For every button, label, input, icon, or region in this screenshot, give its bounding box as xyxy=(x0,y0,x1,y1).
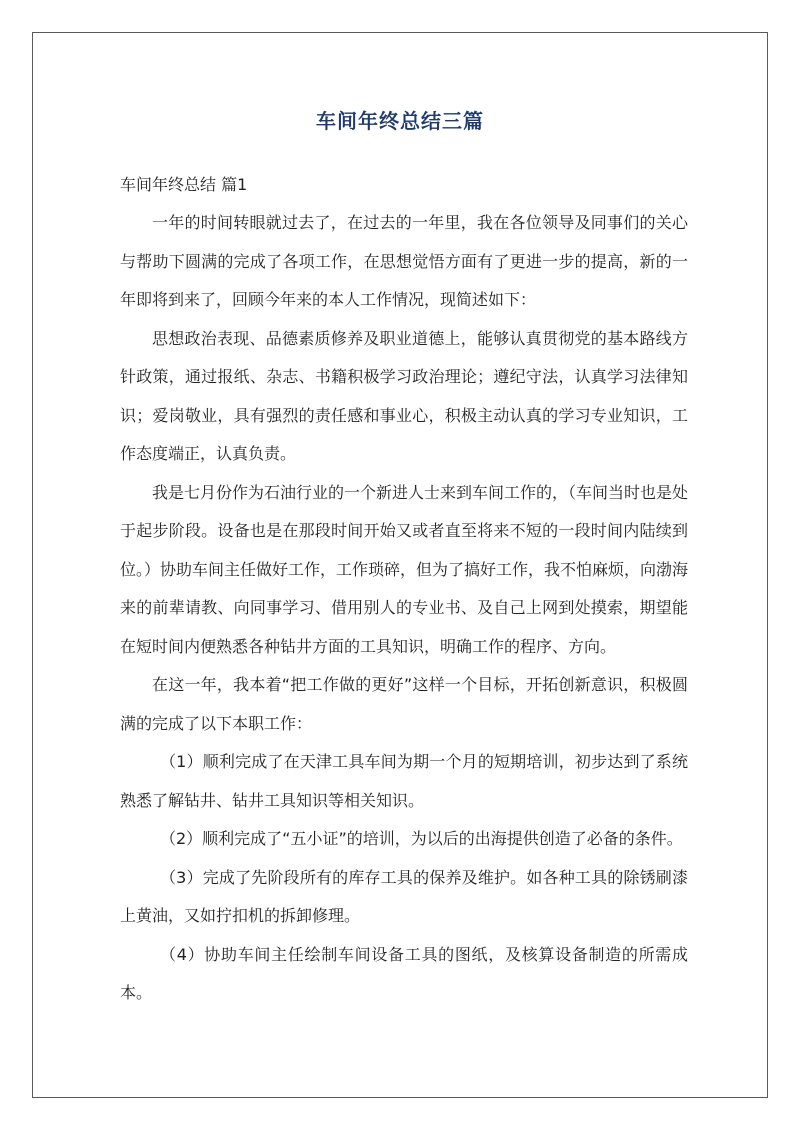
document-title: 车间年终总结三篇 xyxy=(316,109,484,133)
section-heading: 车间年终总结 篇1 xyxy=(120,175,248,194)
document-body xyxy=(120,204,688,1013)
paragraph-political: 思想政治表现、品德素质修养及职业道德上，能够认真贯彻党的基本路线方针政策，通过报纸、杂志、书籍积极学习政治理论；遵纪守法，认真学习法律知识；爱岗敬业，具有强烈的责任感和事业心，积极主动认真的学习专业知识，工作态度端正，认真负责。 xyxy=(120,328,688,463)
list-item-1: （1）顺利完成了在天津工具车间为期一个月的短期培训，初步达到了系统熟悉了解钻井、钻井工具知识等相关知识。 xyxy=(120,752,688,810)
paragraph-experience: 我是七月份作为石油行业的一个新进人士来到车间工作的，（车间当时也是处于起步阶段。设备也是在那段时间开始又或者直至将来不短的一段时间内陆续到位。）协助车间主任做好工作，工作琐碎，但为了搞好工作，我不怕麻烦，向渤海来的前辈请教、向同事学习、借用别人的专业书、及自己上网到处摸索，期望能在短时间内便熟悉各种钻井方面的工具知识，明确工作的程序、方向。 xyxy=(120,482,689,656)
paragraph-intro: 一年的时间转眼就过去了，在过去的一年里，我在各位领导及同事们的关心与帮助下圆满的完成了各项工作，在思想觉悟方面有了更进一步的提高，新的一年即将到来了，回顾今年来的本人工作情况，现简述如下： xyxy=(120,213,688,309)
list-item-3: （3）完成了先阶段所有的库存工具的保养及维护。如各种工具的除锈刷漆上黄油，又如拧扣机的拆卸修理。 xyxy=(120,867,688,925)
paragraph-goals: 在这一年，我本着“把工作做的更好”这样一个目标，开拓创新意识，积极圆满的完成了以下本职工作： xyxy=(120,675,688,733)
list-item-4: （4）协助车间主任绘制车间设备工具的图纸，及核算设备制造的所需成本。 xyxy=(120,944,688,1002)
list-item-2: （2）顺利完成了“五小证”的培训，为以后的出海提供创造了必备的条件。 xyxy=(160,829,683,848)
